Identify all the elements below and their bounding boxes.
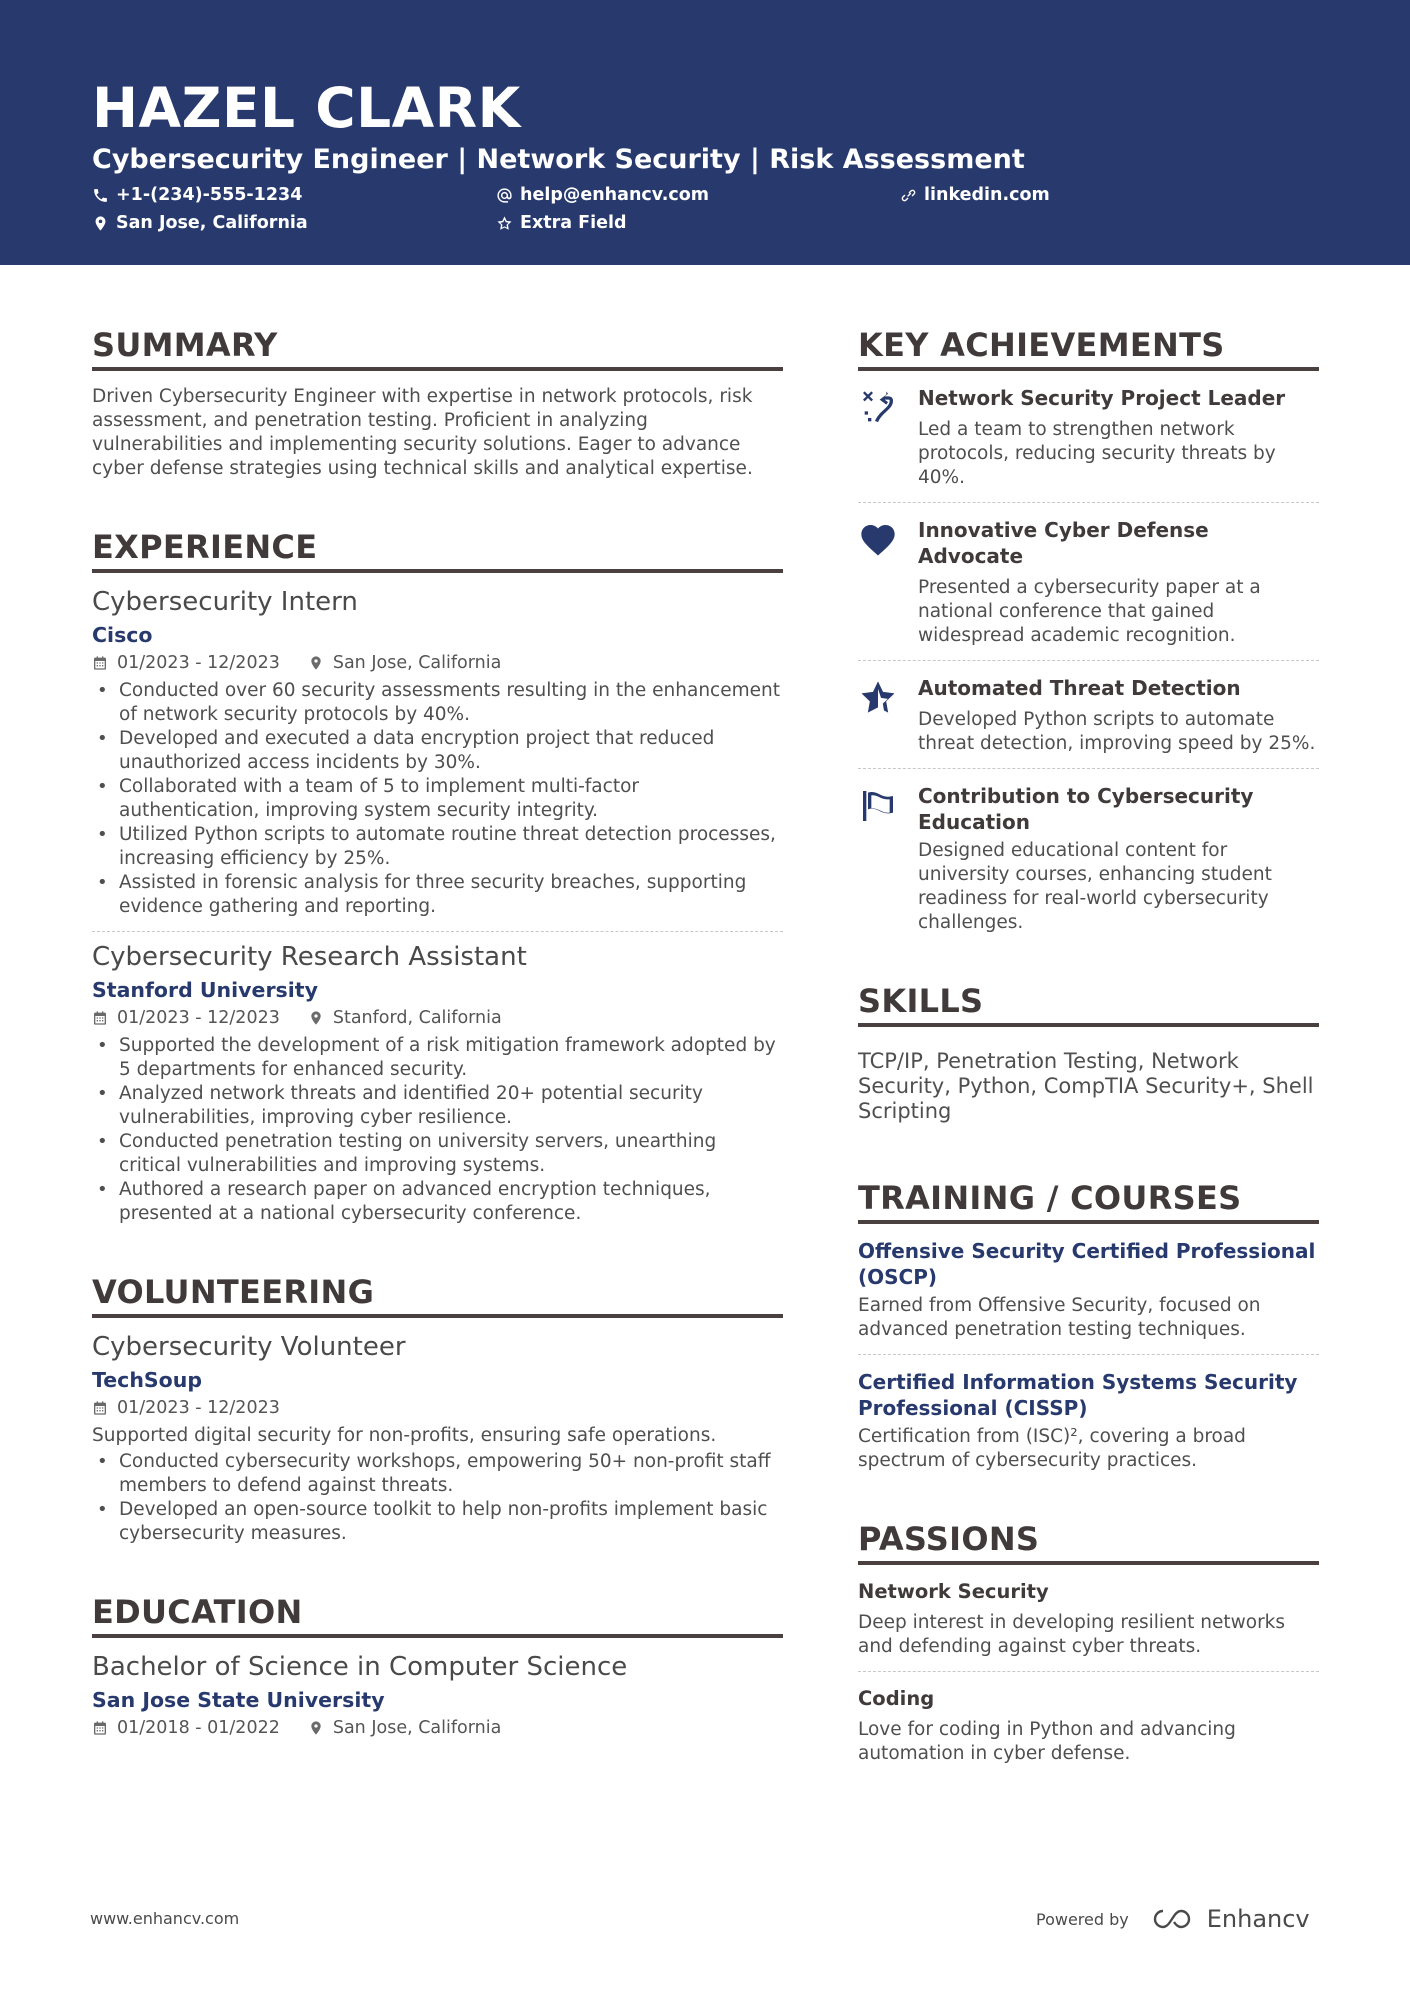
calendar-icon <box>92 1720 108 1736</box>
bullet-item: • Collaborated with a team of 5 to implement multi-factor authentication, improving system security integrity. <box>92 775 783 823</box>
contact-extra <box>496 211 627 235</box>
education-dates: 01/2018 - 01/2022 <box>117 1718 280 1738</box>
volunteer-dates: 01/2023 - 12/2023 <box>117 1398 280 1418</box>
course-title: Certified Information Systems Security Professional (CISSP) <box>858 1370 1298 1420</box>
extra-text: Extra Field <box>520 213 627 233</box>
achievement-desc: Designed educational content for university courses, enhancing student readiness for real-world cybersecurity challenges. <box>918 840 1272 933</box>
achievements-section <box>858 325 1319 935</box>
education-entry <box>92 1650 783 1740</box>
passion-desc: Deep interest in developing resilient networks and defending against cyber threats. <box>858 1612 1286 1657</box>
degree: Bachelor of Science in Computer Science <box>92 1652 628 1682</box>
passion-desc: Love for coding in Python and advancing automation in cyber defense. <box>858 1719 1236 1764</box>
job-dates: 01/2023 - 12/2023 <box>117 653 280 673</box>
passions-section <box>858 1519 1319 1766</box>
section-divider <box>858 367 1319 371</box>
bullet-item: • Conducted penetration testing on university servers, unearthing critical vulnerabilities and improving systems. <box>92 1130 783 1178</box>
achievement-title: Automated Threat Detection <box>918 676 1241 700</box>
passion-title: Coding <box>858 1687 935 1710</box>
training-section <box>858 1178 1319 1473</box>
achievement-item <box>858 675 1319 756</box>
course-desc: Earned from Offensive Security, focused on advanced penetration testing techniques. <box>858 1295 1261 1340</box>
education-section <box>92 1592 783 1740</box>
contact-phone <box>92 183 302 207</box>
job-role: Cybersecurity Research Assistant <box>92 942 527 972</box>
section-title-passions: PASSIONS <box>858 1520 1040 1558</box>
achievement-title: Innovative Cyber Defense Advocate <box>918 518 1209 568</box>
section-divider <box>92 1314 783 1318</box>
section-divider <box>858 1561 1319 1565</box>
footer-website[interactable]: www.enhancv.com <box>90 1909 240 1928</box>
bullet-item: • Authored a research paper on advanced encryption techniques, presented at a national cybersecurity conference. <box>92 1178 783 1226</box>
entry-divider <box>858 1354 1319 1355</box>
footer-branding[interactable] <box>1036 1905 1310 1933</box>
job-meta <box>92 651 783 675</box>
star-outline-icon <box>496 215 513 232</box>
achievement-desc: Led a team to strengthen network protocols, reducing security threats by 40%. <box>918 419 1276 488</box>
section-title-skills: SKILLS <box>858 982 984 1020</box>
entry-divider <box>92 931 783 932</box>
job-bullets <box>92 1034 783 1226</box>
enhancv-brand-text: Enhancv <box>1206 1905 1310 1933</box>
job-bullets <box>92 679 783 919</box>
contact-linkedin[interactable] <box>900 183 1050 207</box>
powered-by-text: Powered by <box>1036 1909 1129 1929</box>
job-location: San Jose, California <box>332 653 502 673</box>
experience-section <box>92 527 783 1226</box>
achievement-desc: Developed Python scripts to automate threat detection, improving speed by 25%. <box>918 709 1316 754</box>
section-title-training: TRAINING / COURSES <box>858 1179 1242 1217</box>
contact-email[interactable] <box>496 183 709 207</box>
bullet-item: • Developed an open-source toolkit to help non-profits implement basic cybersecurity measures. <box>92 1498 783 1546</box>
achievement-item <box>858 517 1319 648</box>
passion-title: Network Security <box>858 1580 1049 1603</box>
email-text[interactable]: help@enhancv.com <box>520 185 710 205</box>
school: San Jose State University <box>92 1688 385 1712</box>
location-pin-icon <box>308 655 324 671</box>
volunteer-description: Supported digital security for non-profits, ensuring safe operations. <box>92 1425 717 1446</box>
heart-icon <box>858 520 898 560</box>
flag-icon <box>858 786 898 826</box>
course-title: Offensive Security Certified Professional (OSCP) <box>858 1239 1316 1289</box>
candidate-title: Cybersecurity Engineer | Network Security | Risk Assessment <box>92 144 1025 175</box>
volunteer-meta <box>92 1396 783 1420</box>
section-divider <box>858 1220 1319 1224</box>
bullet-item: • Conducted cybersecurity workshops, empowering 50+ non-profit staff members to defend against threats. <box>92 1450 783 1498</box>
passion-item <box>858 1686 1319 1766</box>
phone-icon <box>92 187 109 204</box>
bullet-item: • Conducted over 60 security assessments resulting in the enhancement of network security protocols by 40%. <box>92 679 783 727</box>
resume-header <box>0 0 1410 265</box>
volunteer-entry <box>92 1330 783 1546</box>
skills-section <box>858 981 1319 1124</box>
left-column <box>92 325 783 1740</box>
bullet-item: • Assisted in forensic analysis for three security breaches, supporting evidence gathering and reporting. <box>92 871 783 919</box>
calendar-icon <box>92 1400 108 1416</box>
job-company: Cisco <box>92 623 153 647</box>
phone-text: +1-(234)-555-1234 <box>116 185 303 205</box>
achievement-item <box>858 783 1319 935</box>
achievement-desc: Presented a cybersecurity paper at a national conference that gained widespread academic recognition. <box>918 577 1261 646</box>
right-column <box>858 325 1319 1766</box>
at-icon <box>496 187 513 204</box>
job-role: Cybersecurity Intern <box>92 587 358 617</box>
achievement-item <box>858 385 1319 490</box>
contact-location <box>92 211 308 235</box>
bullet-item: • Utilized Python scripts to automate routine threat detection processes, increasing efficiency by 25%. <box>92 823 783 871</box>
experience-entry <box>92 585 783 919</box>
location-pin-icon <box>92 215 109 232</box>
strategy-icon <box>858 388 898 428</box>
section-title-achievements: KEY ACHIEVEMENTS <box>858 326 1225 364</box>
volunteering-section <box>92 1272 783 1546</box>
achievement-title: Contribution to Cybersecurity Education <box>918 784 1254 834</box>
entry-divider <box>858 660 1319 661</box>
section-title-experience: EXPERIENCE <box>92 528 318 566</box>
bullet-item: • Analyzed network threats and identified 20+ potential security vulnerabilities, improving cyber resilience. <box>92 1082 783 1130</box>
bullet-item: • Supported the development of a risk mitigation framework adopted by 5 departments for enhanced security. <box>92 1034 783 1082</box>
course-item <box>858 1238 1319 1342</box>
job-dates: 01/2023 - 12/2023 <box>117 1008 280 1028</box>
section-title-summary: SUMMARY <box>92 326 278 364</box>
link-icon <box>900 187 917 204</box>
volunteer-bullets <box>92 1450 783 1546</box>
entry-divider <box>858 1671 1319 1672</box>
section-divider <box>92 569 783 573</box>
passion-item <box>858 1579 1319 1659</box>
location-pin-icon <box>308 1010 324 1026</box>
candidate-name: HAZEL CLARK <box>92 76 521 140</box>
entry-divider <box>858 502 1319 503</box>
volunteer-role: Cybersecurity Volunteer <box>92 1332 406 1362</box>
volunteer-org: TechSoup <box>92 1368 203 1392</box>
section-title-education: EDUCATION <box>92 1593 303 1631</box>
education-meta <box>92 1716 783 1740</box>
calendar-icon <box>92 1010 108 1026</box>
job-meta <box>92 1006 783 1030</box>
section-divider <box>92 1634 783 1638</box>
course-item <box>858 1369 1319 1473</box>
experience-entry <box>92 940 783 1226</box>
location-text: San Jose, California <box>116 213 308 233</box>
course-desc: Certification from (ISC)², covering a broad spectrum of cybersecurity practices. <box>858 1426 1246 1471</box>
entry-divider <box>858 768 1319 769</box>
section-divider <box>92 367 783 371</box>
skills-text: TCP/IP, Penetration Testing, Network Security, Python, CompTIA Security+, Shell Scripting <box>858 1049 1314 1123</box>
bullet-item: • Developed and executed a data encryption project that reduced unauthorized access incidents by 30%. <box>92 727 783 775</box>
job-location: Stanford, California <box>332 1008 502 1028</box>
linkedin-text[interactable]: linkedin.com <box>924 185 1050 205</box>
education-location: San Jose, California <box>332 1718 502 1738</box>
section-title-volunteering: VOLUNTEERING <box>92 1273 375 1311</box>
enhancv-logo-icon <box>1153 1907 1201 1931</box>
summary-text: Driven Cybersecurity Engineer with expertise in network protocols, risk assessment, and penetration testing. Proficient in analyzing vulnerabilities and implementing security solutions. Eager to advance cyber defense strategies using technical skills and analytical expertise. <box>92 386 753 479</box>
location-pin-icon <box>308 1720 324 1736</box>
job-company: Stanford University <box>92 978 318 1002</box>
achievement-title: Network Security Project Leader <box>918 386 1286 410</box>
section-divider <box>858 1023 1319 1027</box>
star-icon <box>858 678 898 718</box>
calendar-icon <box>92 655 108 671</box>
summary-section <box>92 325 783 481</box>
